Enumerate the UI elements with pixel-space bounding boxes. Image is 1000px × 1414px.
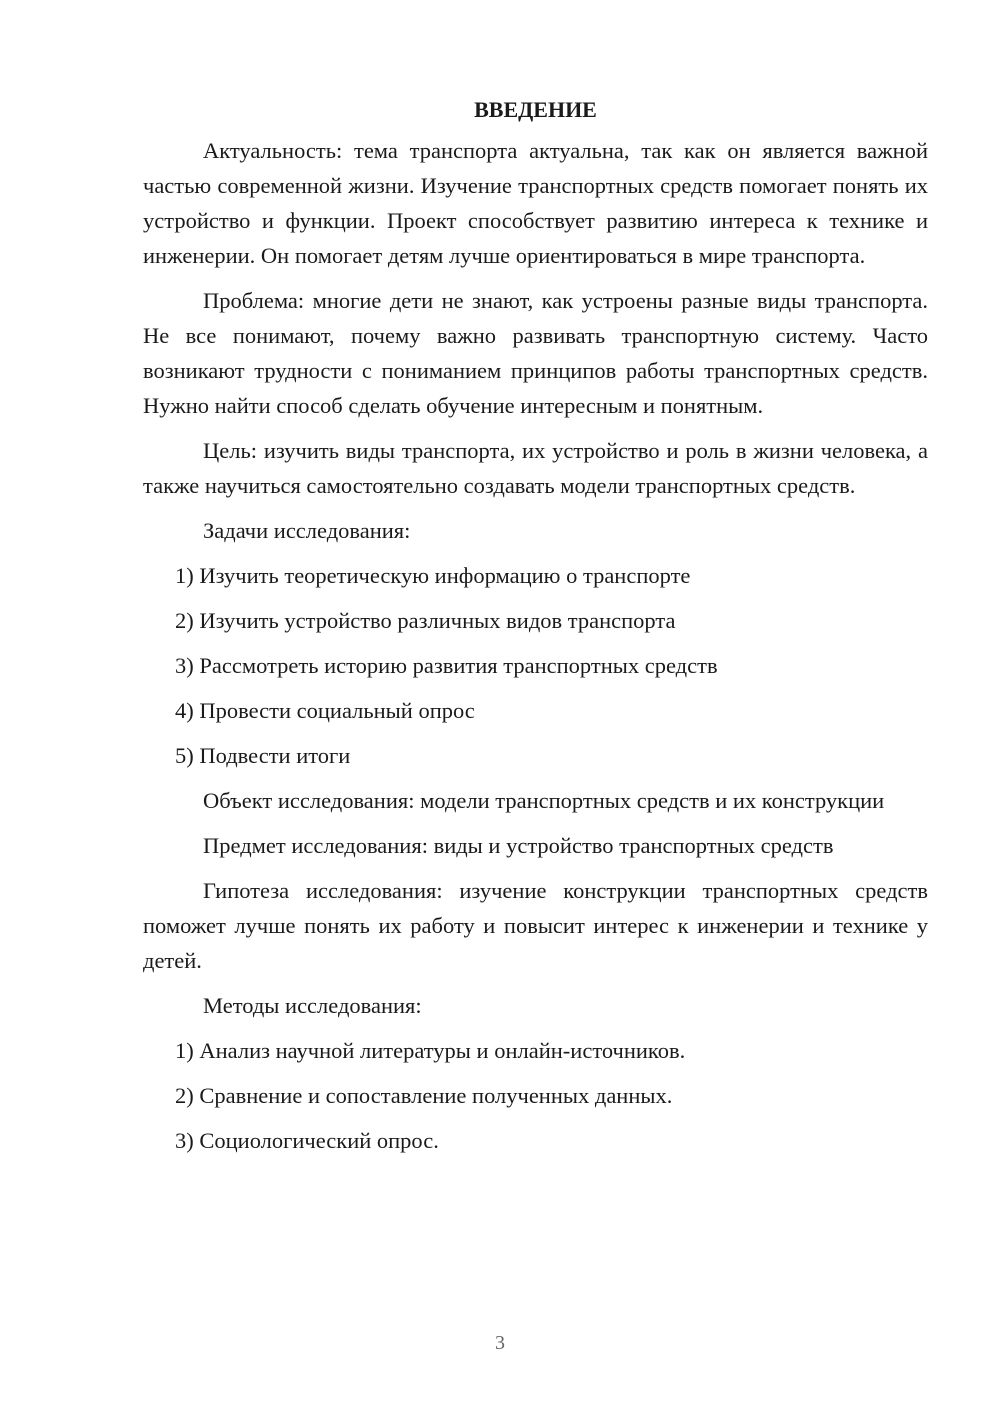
method-item: 3) Социологический опрос.: [175, 1128, 439, 1153]
subject-paragraph: Предмет исследования: виды и устройство транспортных средств: [203, 833, 834, 858]
task-item: 2) Изучить устройство различных видов транспорта: [175, 608, 676, 633]
task-item: 4) Провести социальный опрос: [175, 698, 475, 723]
task-item: 3) Рассмотреть историю развития транспортных средств: [175, 653, 718, 678]
task-item: 5) Подвести итоги: [175, 743, 351, 768]
goal-paragraph: Цель: изучить виды транспорта, их устройство и роль в жизни человека, а также научиться самостоятельно создавать модели транспортных средств.: [143, 438, 928, 498]
method-item: 1) Анализ научной литературы и онлайн-источников.: [175, 1038, 686, 1063]
task-item: 1) Изучить теоретическую информацию о транспорте: [175, 563, 691, 588]
method-item: 2) Сравнение и сопоставление полученных данных.: [175, 1083, 673, 1108]
problem-paragraph: Проблема: многие дети не знают, как устроены разные виды транспорта. Не все понимают, почему важно развивать транспортную систему. Часто возникают трудности с пониманием принципов работы транспортных средств. Нужно найти способ сделать обучение интересным и понятным.: [143, 288, 928, 418]
object-paragraph: Объект исследования: модели транспортных средств и их конструкции: [203, 788, 885, 813]
tasks-heading: Задачи исследования:: [203, 518, 411, 543]
page-title: ВВЕДЕНИЕ: [474, 97, 597, 122]
page-number: 3: [495, 1332, 505, 1354]
methods-heading: Методы исследования:: [203, 993, 422, 1018]
relevance-paragraph: Актуальность: тема транспорта актуальна, так как он является важной частью современной жизни. Изучение транспортных средств помогает понять их устройство и функции. Проект способствует развитию интереса к технике и инженерии. Он помогает детям лучше ориентироваться в мире транспорта.: [143, 138, 928, 268]
hypothesis-paragraph: Гипотеза исследования: изучение конструкции транспортных средств поможет лучше понять их работу и повысит интерес к инженерии и технике у детей.: [143, 878, 928, 973]
